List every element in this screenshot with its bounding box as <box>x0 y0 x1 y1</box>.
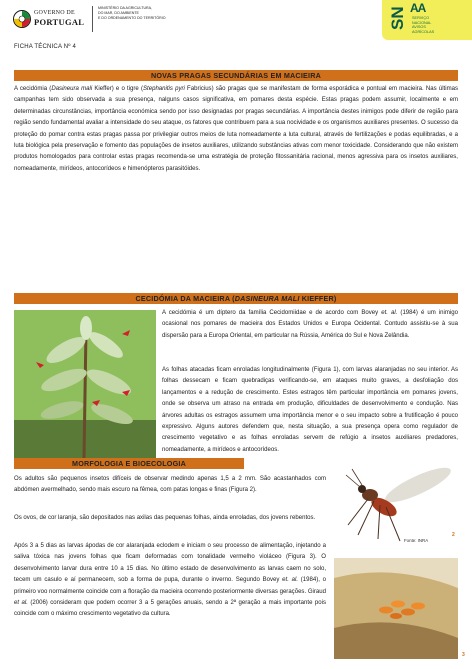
sna-line: NACIONAL <box>412 20 432 25</box>
apple-shoot-illustration <box>14 310 156 458</box>
species-name: Dasineura mali <box>51 86 93 92</box>
figure-1-apple-shoot-photo <box>14 310 156 458</box>
portugal-emblem-icon <box>12 9 32 29</box>
text-span: A cecidómia ( <box>14 86 52 92</box>
text-span: Fabricius) são pragas que se manifestam de forma esporádica e pontual em macieira. Nas últimas campanhas tem sido observada a sua presença, nalguns casos significativa, em pomares desta espécie. Estas pragas podem assumir, localmente e em determinadas circunstâncias, importância económica sendo por isso designadas por pragas secundárias. A importância destes inimigos pode diferir de região para região sendo fundamental avaliar a intensidade do seu ataque, os fatores que contribuem para a sua nocividade e os organismos auxiliares presentes. O sucesso da proteção do pomar contra estas pragas passa por privilegiar outros meios de luta nomeadamente a luta cultural, através de fertilizações e podas equilibradas, e a luta biológica pela preservação e fomento das populações de insetos auxiliares, utilizando substâncias ativas com menor toxicidade. Considerando que não existem produtos homologados para controlar estas pragas recomenda-se uma estratégia de proteção fitossanitária racional, menos agressiva para os insetos auxiliares, nomeadamente, mirídeos, antocorídeos e himenópteros parasitóides. <box>14 86 459 172</box>
ficha-tecnica-label: FICHA TÉCNICA Nº 4 <box>14 44 77 50</box>
section-bar-morfologia <box>14 458 244 469</box>
section-title: MORFOLOGIA E BIOECOLOGIA <box>72 459 186 468</box>
text-span: (1984) é um inimigo ocasional nos pomares de macieira dos Estados Unidos e Europa Ocidental. Contudo assistiu-se à sua dispersão para a Europa Oriental, em particular na Rússia, América do Sul e Nova Zelândia. <box>162 310 458 339</box>
sna-line: AGRÍCOLAS <box>412 29 435 34</box>
citation-etal: et. al. <box>282 577 299 584</box>
morfologia-paragraph-2: Os ovos, de cor laranja, são depositados nas axilas das pequenas folhas, ainda enroladas, dos jovens rebentos. <box>14 515 316 521</box>
snaa-logo <box>382 0 472 40</box>
gov-line-1: GOVERNO DE <box>34 10 75 16</box>
ministry-line: DO MAR, DO AMBIENTE <box>98 11 139 15</box>
title-species: DASINEURA MALI <box>234 294 300 303</box>
sna-line: AVISOS <box>412 25 426 30</box>
text-span: Kieffer) e o tigre ( <box>92 86 143 92</box>
text-span: (1984), o primeiro voo normalmente coincide com a floração da macieira ocorrendo posteriormente diversas gerações. Giraud <box>14 577 326 595</box>
adult-midge-illustration <box>338 455 458 553</box>
figure-2-number: 2 <box>452 532 455 538</box>
cecidomia-paragraph-1 <box>162 308 458 342</box>
governo-portugal-logo <box>12 8 84 30</box>
larvae-illustration <box>334 558 458 659</box>
citation-etal: et al. <box>14 600 28 607</box>
gov-line-2: PORTUGAL <box>34 17 85 27</box>
figure-3-number: 3 <box>462 652 465 658</box>
ministry-line: E DO ORDENAMENTO DO TERRITÓRIO <box>98 16 166 20</box>
sna-letters: SN <box>388 6 407 30</box>
figure-2-adult-midge-photo <box>338 455 458 553</box>
section-title <box>14 293 458 304</box>
sna-aa-letters: AA <box>410 1 426 15</box>
morfologia-paragraph-3 <box>14 541 326 621</box>
intro-paragraph <box>14 84 458 175</box>
figure-3-larvae-photo <box>334 558 458 659</box>
species-name: Stephanitis pyri <box>143 86 185 92</box>
title-span: CECIDÓMIA DA MACIEIRA ( <box>135 294 235 303</box>
text-span: (2006) consideram que podem ocorrer 3 a 5 gerações anuais, sendo a 2ª geração a mais importante pois coincide com o máximo crescimento vegetativo da cultura. <box>14 600 326 618</box>
sna-text <box>412 16 434 34</box>
section-title: NOVAS PRAGAS SECUNDÁRIAS EM MACIEIRA <box>151 71 321 80</box>
text-span: A cecidómia é um díptero da família Cecidomiidae e de acordo com Bovey <box>162 310 382 316</box>
section-bar-cecidomia <box>14 293 458 304</box>
figure-2-source: Fonte: INRA <box>404 538 429 543</box>
page-header <box>0 0 472 40</box>
morfologia-paragraph-1: Os adultos são pequenos insetos difíceis de observar medindo apenas 1,5 a 2 mm. São acastanhados com abdómen avermelhado, sendo mais escuro na fêmea, com patas longas e finas (Figura 2). <box>14 476 326 494</box>
section-bar-novas-pragas <box>14 70 458 81</box>
ministry-name <box>92 6 212 32</box>
cecidomia-paragraph-2: As folhas atacadas ficam enroladas longitudinalmente (Figura 1), com larvas alaranjadas no seu interior. As folhas dessecam e ficam quebradiças verificando-se, em ataques muito graves, a desfoliação dos lançamentos e a redução de crescimento. Estes estragos têm particular importância em pomares jovens, onde se observa um atraso na entrada em produção, dificuldades de desenvolvimento e condução. Nas árvores adultas os estragos assumem uma importância menor e o seu impacto sobre a frutificação é pouco expressivo. Alguns autores defendem que, nesta situação, a sua presença opera como regulador de crescimento vegetativo e as folhas enroladas servem de refúgio a insetos auxiliares predadores, nomeadamente, a mirídeos e antocorídeos. <box>162 367 458 453</box>
sna-line: SERVIÇO <box>412 16 430 20</box>
citation-etal: et. al. <box>381 310 398 316</box>
text-span: Após 3 a 5 dias as larvas ápodas de cor alaranjada eclodem e iniciam o seu processo de alimentação, injetando a saliva tóxica nas jovens folhas que ficam deformadas com tonalidade vermelho violáceo (Figura 3). O desenvolvimento larvar dura entre 10 a 15 dias. No último estado de desenvolvimento as larvas caem no solo, tecem um casulo e aí permanecem, sob a forma de pupa, durante o inverno. Segundo Bovey <box>14 543 326 584</box>
title-span: KIEFFER) <box>299 294 337 303</box>
ministry-line: MINISTÉRIO DA AGRICULTURA, <box>98 6 153 10</box>
